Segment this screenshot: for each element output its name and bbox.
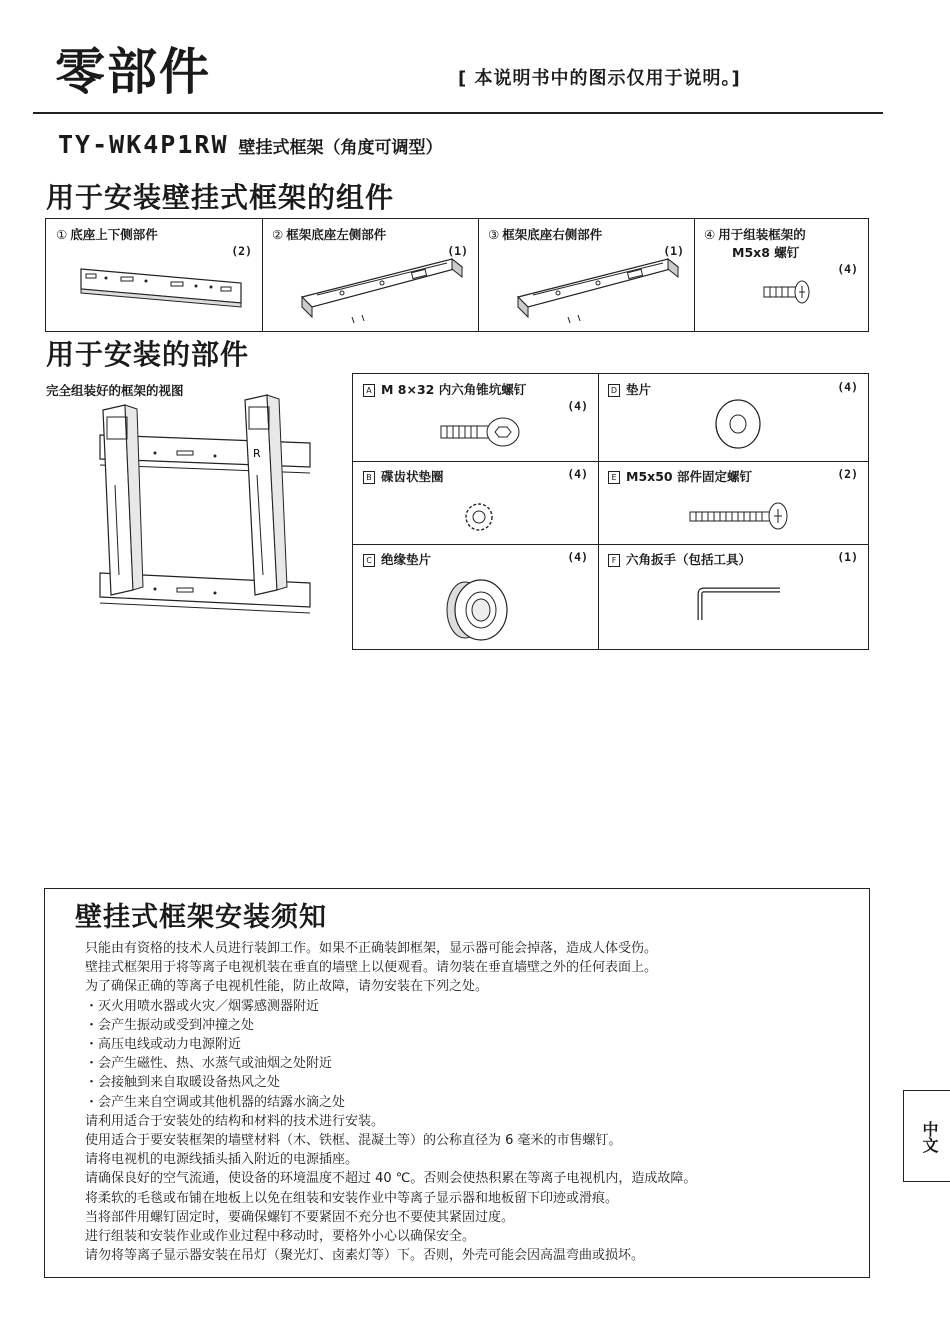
page-title: 零部件 <box>55 43 211 101</box>
language-tab <box>903 1090 950 1182</box>
hex-wrench-icon <box>598 544 868 649</box>
notice-bullet: ・会产生振动或受到冲撞之处 <box>85 1017 255 1033</box>
language-tab-label: 中文 <box>920 1121 939 1153</box>
component-cell-3: ③ 框架底座右侧部件 (1) <box>478 219 694 331</box>
model-heading <box>58 128 443 165</box>
part-cell-f: F 六角扳手（包括工具） (1) <box>598 544 868 649</box>
notice-line: 请将电视机的电源线插头插入附近的电源插座。 <box>85 1152 359 1168</box>
notice-line: 请勿将等离子显示器安装在吊灯（聚光灯、卤素灯等）下。否则，外壳可能会因高温弯曲或损坏。 <box>85 1248 645 1264</box>
part-cell-b: B 碟齿状垫圈 (4) <box>353 461 598 544</box>
svg-text:R: R <box>253 447 261 460</box>
base-bracket-icon <box>46 219 262 331</box>
notice-line: 进行组装和安装作业或作业过程中移动时，要格外小心以确保安全。 <box>85 1229 476 1245</box>
installation-notice-box <box>44 888 870 1278</box>
left-base-part-icon <box>262 219 478 331</box>
notice-bullet: ・高压电线或动力电源附近 <box>85 1037 242 1053</box>
notice-line: 将柔软的毛毯或布铺在地板上以免在组装和安装作业中等离子显示器和地板留下印迹或滑痕。 <box>85 1190 619 1206</box>
component-cell-2: ② 框架底座左侧部件 (1) <box>262 219 478 331</box>
part-cell-a: A M 8×32 内六角锥坑螺钉 (4) <box>353 374 598 461</box>
m5x8-screw-icon <box>694 219 868 331</box>
part-cell-e: E M5x50 部件固定螺钉 (2) <box>598 461 868 544</box>
notice-bullet: ・灭火用喷水器或火灾／烟雾感测器附近 <box>85 998 320 1014</box>
frame-components-table <box>45 218 869 332</box>
notice-bullet: ・会接触到来自取暖设备热风之处 <box>85 1075 281 1091</box>
notice-line: 只能由有资格的技术人员进行装卸工作。如果不正确装卸框架，显示器可能会掉落，造成人体受伤。 <box>85 941 658 956</box>
section-install-parts-title: 用于安装的部件 <box>46 338 250 371</box>
notice-bullet: ・会产生来自空调或其他机器的结露水滴之处 <box>85 1094 346 1110</box>
illustration-note: [ 本说明书中的图示仅用于说明。] <box>458 68 741 89</box>
part-cell-d: D 垫片 (4) <box>598 374 868 461</box>
model-description: 壁挂式框架（角度可调型） <box>238 138 443 158</box>
notice-line: 使用适合于要安装框架的墙壁材料（木、铁框、混凝土等）的公称直径为 6 毫米的市售螺钉。 <box>85 1133 622 1149</box>
notice-text <box>85 939 696 1265</box>
notice-line: 当将部件用螺钉固定时，要确保螺钉不要紧固不充分也不要使其紧固过度。 <box>85 1209 515 1225</box>
assembled-view-caption: 完全组装好的框架的视图 <box>46 383 184 398</box>
insulating-spacer-icon <box>353 544 598 649</box>
section-frame-components-title: 用于安装壁挂式框架的组件 <box>46 181 395 214</box>
notice-title: 壁挂式框架安装须知 <box>75 902 327 933</box>
component-cell-1: ① 底座上下侧部件 (2) <box>46 219 262 331</box>
header-divider <box>33 112 883 114</box>
assembled-frame-illustration <box>95 395 325 625</box>
install-parts-table <box>352 373 869 650</box>
toothed-washer-icon <box>353 461 598 544</box>
model-code: TY-WK4P1RW <box>58 130 229 159</box>
notice-line: 请利用适合于安装处的结构和材料的技术进行安装。 <box>85 1113 385 1129</box>
component-cell-4: ④ 用于组装框架的 M5x8 螺钉 (4) <box>694 219 868 331</box>
notice-line: 为了确保正确的等离子电视机性能，防止故障，请勿安装在下列之处。 <box>85 979 489 995</box>
notice-line: 壁挂式框架用于将等离子电视机装在垂直的墙壁上以便观看。请勿装在垂直墙壁之外的任何表面上。 <box>85 960 658 976</box>
spacer-icon <box>598 374 868 461</box>
part-cell-c: C 绝缘垫片 (4) <box>353 544 598 649</box>
hex-socket-screw-icon <box>353 374 598 461</box>
notice-line: 请确保良好的空气流通，使设备的环境温度不超过 40 ℃。否则会使热积累在等离子电视机内，造成故障。 <box>85 1171 697 1187</box>
right-base-part-icon <box>478 219 694 331</box>
m5x50-screw-icon <box>598 461 868 544</box>
notice-bullet: ・会产生磁性、热、水蒸气或油烟之处附近 <box>85 1056 333 1072</box>
